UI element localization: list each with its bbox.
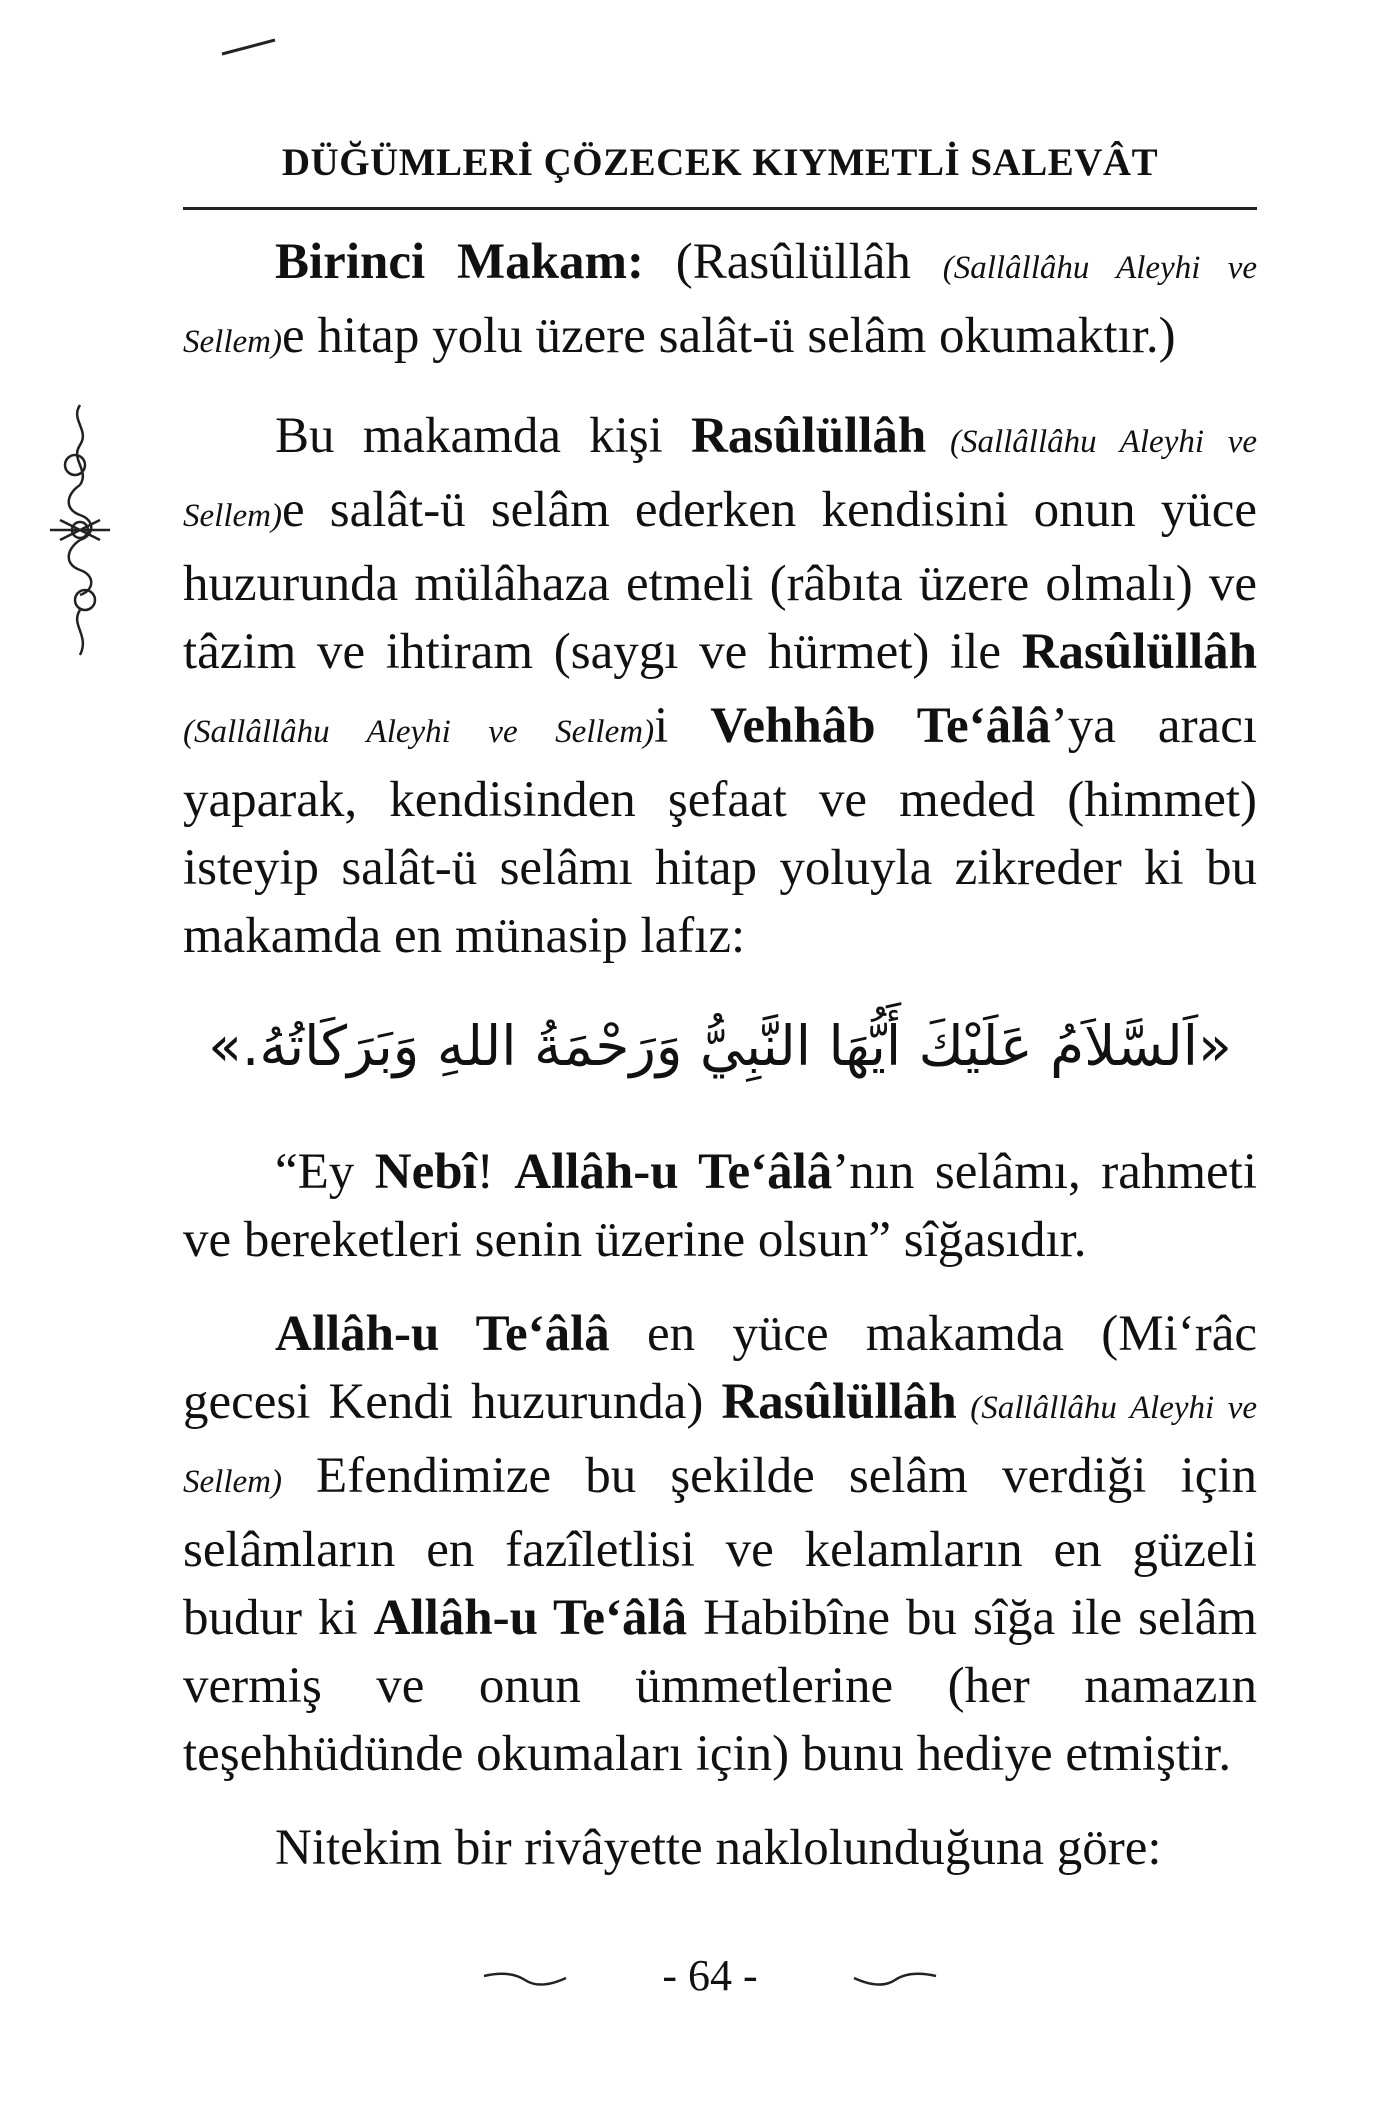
pen-mark [220, 38, 280, 58]
bold-term: Rasûlüllâh [691, 408, 927, 464]
bold-term: Vehhâb Te‘âlâ [710, 698, 1051, 754]
text-run: (Rasûlüllâh [643, 234, 943, 290]
bold-term: Allâh-u Te‘âlâ [373, 1590, 688, 1646]
text-run: ’ya aracı yaparak, kendisinden şefaat ve meded (himmet) isteyip salât-ü selâmı hitap yoluyla zikreder ki bu makamda en münasip lafız: [183, 698, 1257, 964]
honorific: (Sallâllâhu Aleyhi ve Sellem) [183, 250, 1257, 360]
text-run: Nitekim bir rivâyette naklolunduğuna göre: [275, 1820, 1162, 1876]
bold-term: Allâh-u Te‘âlâ [275, 1306, 610, 1362]
bold-term: Rasûlüllâh [1021, 624, 1257, 680]
swirl-right-icon [850, 1968, 940, 1992]
paragraph-bu-makamda [183, 402, 1257, 970]
paragraph-nitekim [183, 1814, 1257, 1882]
bold-term: Rasûlüllâh [721, 1374, 957, 1430]
text-run: “Ey [275, 1144, 375, 1200]
floral-ornament-icon [30, 400, 130, 660]
honorific: (Sallâllâhu Aleyhi ve Sellem) [183, 714, 655, 750]
paragraph-ey-nebi [183, 1138, 1257, 1274]
page-body [183, 228, 1257, 1908]
page-header-title: DÜĞÜMLERİ ÇÖZECEK KIYMETLİ SALEVÂT [281, 141, 1159, 184]
honorific: (Sallâllâhu Aleyhi ve Sellem) [183, 1390, 1257, 1500]
bold-term: Birinci Makam: [275, 234, 644, 290]
arabic-salutation: «اَلسَّلاَمُ عَلَيْكَ أَيُّهَا النَّبِيُّ وَرَحْمَةُ اللهِ وَبَرَكَاتُهُ.» [208, 1014, 1232, 1078]
honorific: (Sallâllâhu Aleyhi ve Sellem) [183, 424, 1258, 534]
paragraph-birinci-makam [183, 228, 1257, 376]
header-rule [183, 207, 1257, 210]
text-run: en yüce makamda (Mi‘râc gecesi Kendi huzurunda) [183, 1306, 1257, 1430]
text-run: Efendimize bu şekilde selâm verdiği için selâmların en fazîletlisi ve kelamların en güzeli budur ki [183, 1448, 1257, 1646]
text-run: e salât-ü selâm ederken kendisini onun yüce huzurunda mülâhaza etmeli (râbıta üzere olmalı) ve tâzim ve ihtiram (saygı ve hürmet) ile [183, 482, 1257, 680]
bold-term: Allâh-u Te‘âlâ [514, 1144, 833, 1200]
paragraph-allahu-teala [183, 1300, 1257, 1788]
text-run: ’nın selâmı, rahmeti ve bereketleri senin üzerine olsun” sîğasıdır. [183, 1144, 1258, 1268]
page-footer [430, 1950, 990, 2010]
text-run: ! [476, 1144, 515, 1200]
text-run: Bu makamda kişi [275, 408, 692, 464]
page-number: - 64 - [662, 1951, 758, 2000]
bold-term: Nebî [374, 1144, 477, 1200]
text-run: e hitap yolu üzere salât-ü selâm okumaktır.) [281, 308, 1176, 364]
text-run: i [654, 698, 711, 754]
text-run: Habibîne bu sîğa ile selâm vermiş ve onun ümmetlerine (her namazın teşehhüdünde okumaları için) bunu hediye etmiştir. [183, 1590, 1258, 1782]
